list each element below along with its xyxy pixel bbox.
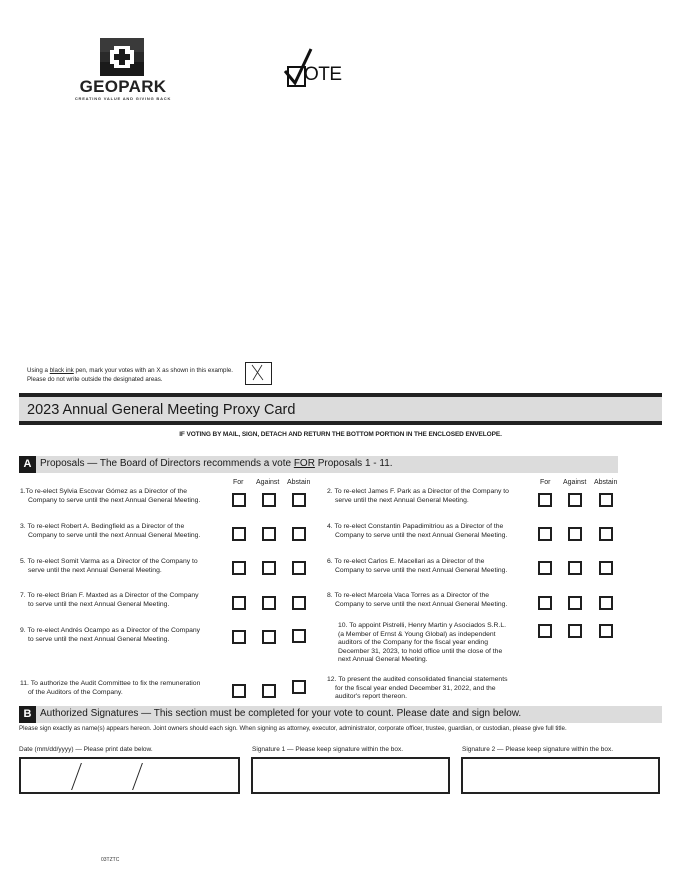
instr-prefix: Using a (27, 367, 50, 374)
proposal-1-for-checkbox[interactable] (232, 493, 246, 507)
example-x-box (245, 362, 272, 385)
proposal-text: of the Auditors of the Company. (28, 688, 123, 696)
company-name: GEOPARK (79, 77, 167, 96)
proposal-num: 12. (327, 676, 337, 683)
proposal-text: To re-elect James F. Park as a Director of the Company to (334, 488, 509, 495)
proposal-text: To re-elect Robert A. Bedingfield as a Director of the (27, 523, 185, 530)
col-header-against: Against (256, 479, 280, 486)
proposal-text: To re-elect Constantin Papadimitriou as a Director of the (334, 523, 504, 530)
proposal-text: to serve until the next Annual General Meeting. (28, 600, 170, 608)
proposal-4-abstain-checkbox[interactable] (599, 527, 613, 541)
proposal-8-against-checkbox[interactable] (568, 596, 582, 610)
proposal-8-abstain-checkbox[interactable] (599, 596, 613, 610)
marking-instructions (27, 366, 257, 384)
proposal-3-for-checkbox[interactable] (232, 527, 246, 541)
proposal-text: to serve until the next Annual General Meeting. (28, 635, 170, 643)
proposal-num: 5. (20, 558, 26, 565)
section-b-header (19, 706, 662, 723)
section-a-header (19, 456, 618, 473)
proposal-text: auditors of the Company for the fiscal year ending (338, 639, 488, 647)
proposal-2-against-checkbox[interactable] (568, 493, 582, 507)
proposal-text: December 31, 2023, to hold office until the close of the (338, 647, 503, 655)
col-header-abstain: Abstain (594, 479, 618, 486)
proposal-1 (20, 488, 230, 505)
proposal-num: 6. (327, 558, 333, 565)
proposal-text: To re-elect Somit Varma as a Director of the Company to (27, 558, 198, 565)
proposal-6-abstain-checkbox[interactable] (599, 561, 613, 575)
proposal-2 (327, 488, 537, 505)
section-a-letter: A (19, 456, 36, 473)
proposal-11-for-checkbox[interactable] (232, 684, 246, 698)
proposal-6-for-checkbox[interactable] (538, 561, 552, 575)
proposal-10-against-checkbox[interactable] (568, 624, 582, 638)
signature-2-label: Signature 2 — Please keep signature within the box. (462, 746, 614, 753)
proposal-1-against-checkbox[interactable] (262, 493, 276, 507)
proposal-num: 10. (338, 622, 348, 629)
proposal-7 (20, 592, 230, 609)
proposal-text: serve until the next Annual General Meeting. (28, 566, 162, 574)
signature-1-field[interactable] (251, 757, 450, 794)
proposal-9-abstain-checkbox[interactable] (292, 629, 306, 643)
proposal-text: serve until the next Annual General Meeting. (335, 496, 469, 504)
proposal-num: 3. (20, 523, 26, 530)
instr-suffix: pen, mark your votes with an X as shown in this example. (73, 367, 234, 374)
proposal-text: auditor's report thereon. (335, 693, 407, 701)
section-b-letter: B (19, 706, 36, 723)
proposal-text: Company to serve until the next Annual General Meeting. (28, 531, 201, 539)
proposal-11 (20, 680, 230, 697)
proposal-text: for the fiscal year ended December 31, 2022, and the (335, 684, 496, 692)
proposal-8-for-checkbox[interactable] (538, 596, 552, 610)
date-separator (132, 763, 143, 790)
proposal-4 (327, 523, 537, 540)
proposal-5-abstain-checkbox[interactable] (292, 561, 306, 575)
proposal-text: To re-elect Sylvia Escovar Gómez as a Director of the (25, 488, 187, 495)
proposal-text: To re-elect Marcela Vaca Torres as a Director of the (334, 592, 490, 599)
proposal-10 (338, 622, 528, 665)
proposal-3-abstain-checkbox[interactable] (292, 527, 306, 541)
proposal-num: 4. (327, 523, 333, 530)
form-code: 03TZTC (101, 857, 120, 863)
proposal-12 (327, 676, 537, 702)
date-label: Date (mm/dd/yyyy) — Please print date below. (19, 746, 153, 753)
proposal-10-abstain-checkbox[interactable] (599, 624, 613, 638)
proposal-11-against-checkbox[interactable] (262, 684, 276, 698)
section-a-for: FOR (293, 458, 315, 469)
proposal-num: 2. (327, 488, 333, 495)
page-title: 2023 Annual General Meeting Proxy Card (27, 402, 296, 418)
proposal-text: Company to serve until the next Annual General Meeting. (335, 566, 508, 574)
vote-text: OTE (304, 64, 342, 85)
proposal-text: To re-elect Andrés Ocampo as a Director of the Company (27, 627, 201, 634)
date-separator (71, 763, 82, 790)
title-band (19, 393, 662, 425)
proposal-7-abstain-checkbox[interactable] (292, 596, 306, 610)
proposal-4-against-checkbox[interactable] (568, 527, 582, 541)
section-a-title (40, 458, 393, 469)
vote-logo (283, 47, 353, 89)
proposal-9 (20, 627, 230, 644)
section-a-suffix: Proposals 1 - 11. (314, 458, 393, 469)
proposal-3-against-checkbox[interactable] (262, 527, 276, 541)
proposal-7-against-checkbox[interactable] (262, 596, 276, 610)
proposal-num: 1. (20, 488, 26, 495)
section-a-prefix: Proposals — The Board of Directors recommends a vote (40, 458, 294, 469)
proposal-10-for-checkbox[interactable] (538, 624, 552, 638)
proposal-text: (a Member of Ernst & Young Global) as independent (338, 630, 496, 638)
proposal-8 (327, 592, 537, 609)
proposal-2-abstain-checkbox[interactable] (599, 493, 613, 507)
proposal-text: To authorize the Audit Committee to fix the remuneration (30, 680, 201, 687)
proposal-text: To re-elect Brian F. Maxted as a Director of the Company (27, 592, 199, 599)
proposal-9-against-checkbox[interactable] (262, 630, 276, 644)
proposal-num: 8. (327, 592, 333, 599)
instr-underlined: black ink (49, 367, 74, 374)
proposal-6-against-checkbox[interactable] (568, 561, 582, 575)
section-b-title: Authorized Signatures — This section must be completed for your vote to count. Please date and sign below. (40, 708, 522, 719)
proposal-7-for-checkbox[interactable] (232, 596, 246, 610)
mail-instructions: IF VOTING BY MAIL, SIGN, DETACH AND RETURN THE BOTTOM PORTION IN THE ENCLOSED ENVELOPE. (179, 431, 502, 438)
proposal-6 (327, 558, 537, 575)
proposal-num: 7. (20, 592, 26, 599)
geopark-logo (68, 38, 178, 102)
proposal-5-against-checkbox[interactable] (262, 561, 276, 575)
geopark-cross-icon (100, 38, 144, 76)
proposal-text: To re-elect Carlos E. Macellari as a Director of the (334, 558, 485, 565)
instr-line2: Please do not write outside the designated areas. (27, 376, 163, 383)
proposal-text: To present the audited consolidated financial statements (338, 676, 508, 683)
proposal-num: 9. (20, 627, 26, 634)
col-header-abstain: Abstain (287, 479, 311, 486)
col-header-for: For (233, 479, 244, 486)
proposal-5-for-checkbox[interactable] (232, 561, 246, 575)
proposal-4-for-checkbox[interactable] (538, 527, 552, 541)
proposal-11-abstain-checkbox[interactable] (292, 680, 306, 694)
proposal-text: To appoint Pistrelli, Henry Martin y Asociados S.R.L. (349, 622, 506, 629)
date-field[interactable] (19, 757, 240, 794)
proposal-9-for-checkbox[interactable] (232, 630, 246, 644)
proposal-1-abstain-checkbox[interactable] (292, 493, 306, 507)
signing-instructions: Please sign exactly as name(s) appears hereon. Joint owners should each sign. When signing as attorney, executor, administrator, corporate officer, trustee, guardian, or custodian, please give full title. (19, 725, 567, 732)
proposal-text: Company to serve until the next Annual General Meeting. (335, 531, 508, 539)
proposal-text: next Annual General Meeting. (338, 656, 428, 664)
proposal-2-for-checkbox[interactable] (538, 493, 552, 507)
proposal-text: Company to serve until the next Annual General Meeting. (28, 496, 201, 504)
col-header-against: Against (563, 479, 587, 486)
company-tagline: CREATING VALUE AND GIVING BACK (74, 96, 172, 101)
proposal-text: Company to serve until the next Annual General Meeting. (335, 600, 508, 608)
x-mark-icon (246, 363, 269, 382)
proposal-num: 11. (20, 680, 29, 687)
proposal-3 (20, 523, 230, 540)
col-header-for: For (540, 479, 551, 486)
signature-1-label: Signature 1 — Please keep signature within the box. (252, 746, 404, 753)
signature-2-field[interactable] (461, 757, 660, 794)
proposal-5 (20, 558, 230, 575)
